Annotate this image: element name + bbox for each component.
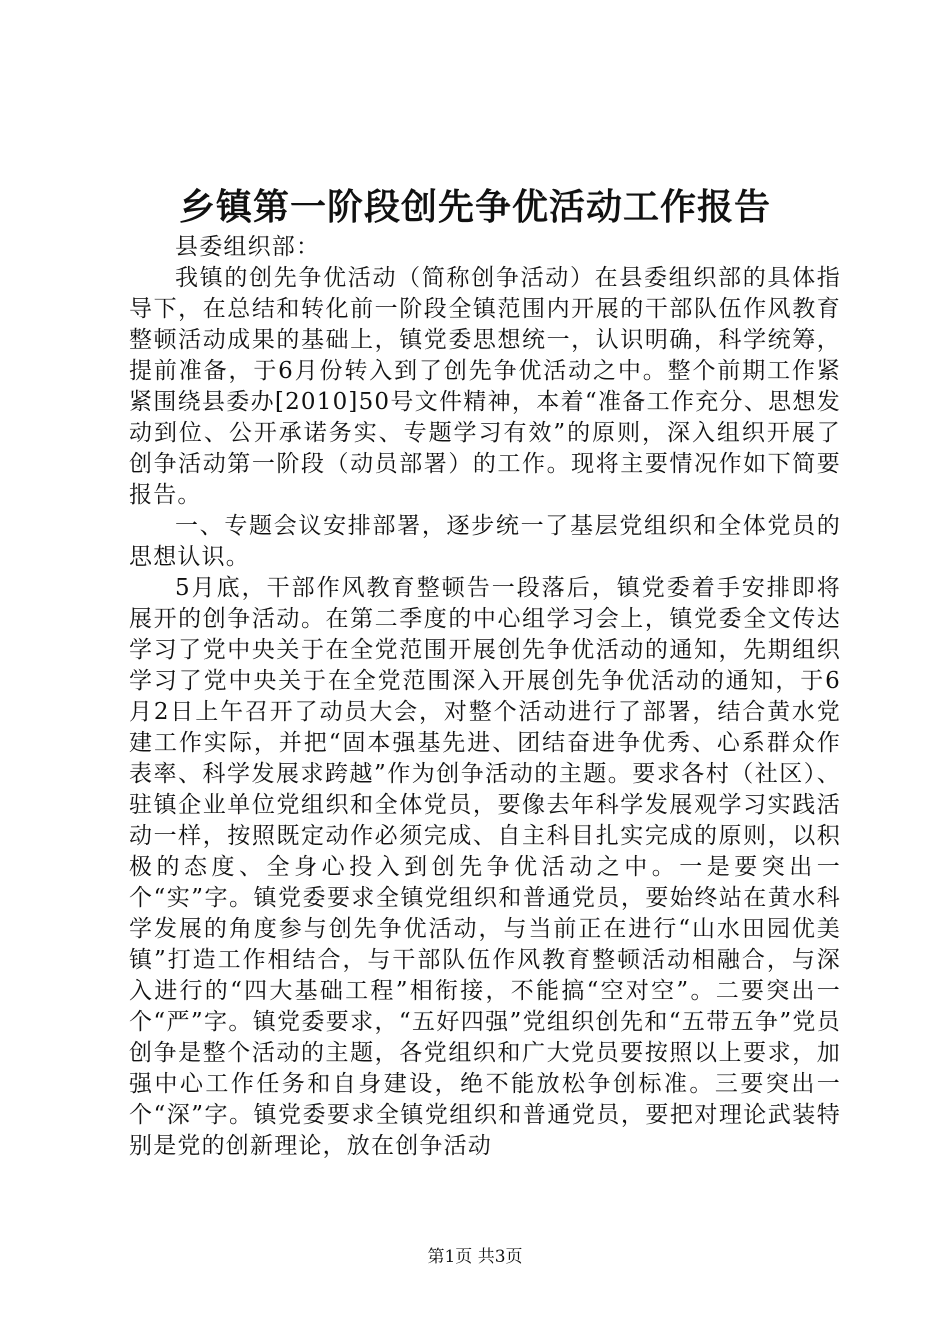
body-paragraph: 我镇的创先争优活动（简称创争活动）在县委组织部的具体指导下，在总结和转化前一阶段全镇范围内开展的干部队伍作风教育整顿活动成果的基础上，镇党委思想统一，认识明确，科学统筹，提前准备，于6月份转入到了创先争优活动之中。整个前期工作紧紧围绕县委办[2010]50号文件精神，本着“准备工作充分、思想发动到位、公开承诺务实、专题学习有效”的原则，深入组织开展了创争活动第一阶段（动员部署）的工作。现将主要情况作如下简要报告。 bbox=[129, 265, 841, 508]
document-title: 乡镇第一阶段创先争优活动工作报告 bbox=[178, 186, 771, 228]
section-heading-paragraph: 一、专题会议安排部署，逐步统一了基层党组织和全体党员的思想认识。 bbox=[129, 513, 841, 570]
page-number-footer: 第1页 共3页 bbox=[427, 1247, 523, 1267]
body-paragraph: 5月底，干部作风教育整顿告一段落后，镇党委着手安排即将展开的创争活动。在第二季度的中心组学习会上，镇党委全文传达学习了党中央关于在全党范围开展创先争优活动的通知，先期组织学习了党中央关于在全党范围深入开展创先争优活动的通知，于6月2日上午召开了动员大会，对整个活动进行了部署，结合黄水党建工作实际，并把“固本强基先进、团结奋进争优秀、心系群众作表率、科学发展求跨越”作为创争活动的主题。要求各村（社区）、驻镇企业单位党组织和全体党员，要像去年科学发展观学习实践活动一样，按照既定动作必须完成、自主科目扎实完成的原则，以积极的态度、全身心投入到创先争优活动之中。一是要突出一个“实”字。镇党委要求全镇党组织和普通党员，要始终站在黄水科学发展的角度参与创先争优活动，与当前正在进行“山水田园优美镇”打造工作相结合，与干部队伍作风教育整顿活动相融合，与深入进行的“四大基础工程”相衔接，不能搞“空对空”。二要突出一个“严”字。镇党委要求，“五好四强”党组织创先和“五带五争”党员创争是整个活动的主题，各党组织和广大党员要按照以上要求，加强中心工作任务和自身建设，绝不能放松争创标准。三要突出一个“深”字。镇党委要求全镇党组织和普通党员，要把对理论武装特别是党的创新理论，放在创争活动 bbox=[129, 575, 841, 1159]
salutation-paragraph: 县委组织部： bbox=[175, 234, 321, 260]
document-body bbox=[129, 232, 841, 1162]
